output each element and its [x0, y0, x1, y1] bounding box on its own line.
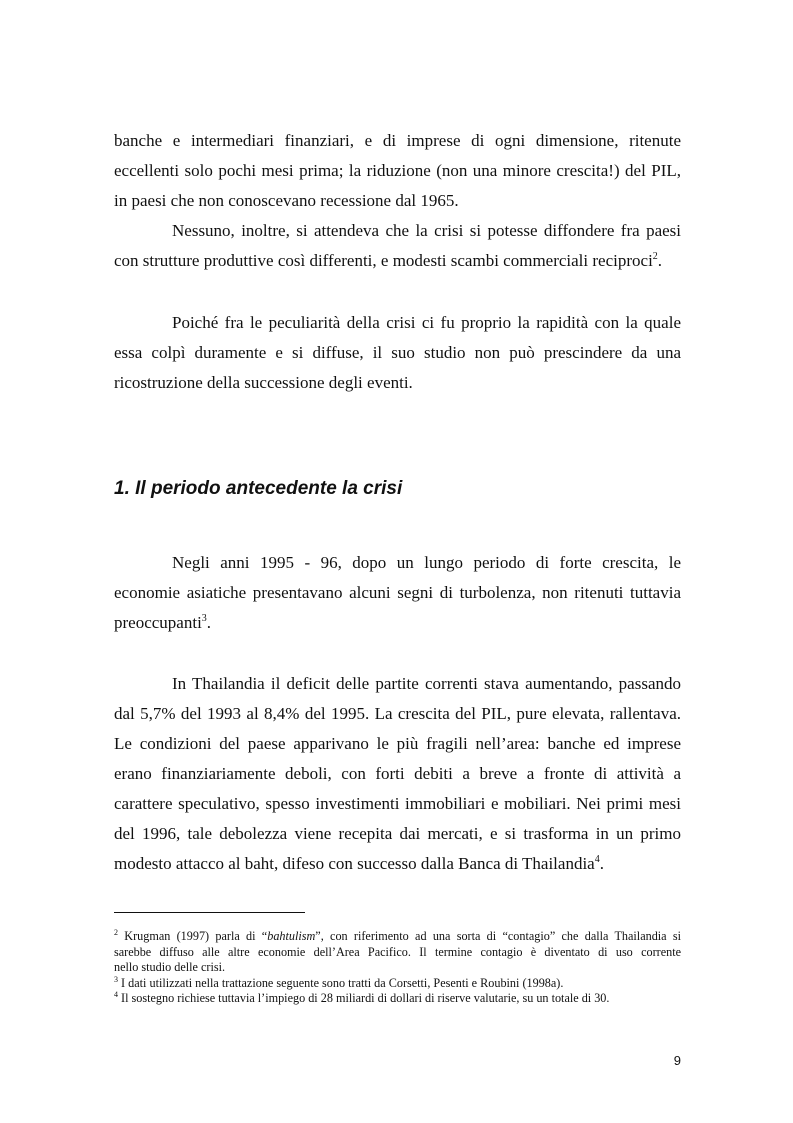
sentence-end: . [206, 613, 212, 632]
paragraph-thailandia [114, 669, 681, 879]
footnotes [114, 929, 681, 1007]
footnote-text: I dati utilizzati nella trattazione seguente sono tratti da Corsetti, Pesenti e Roubini (1998a). [121, 975, 564, 990]
footnote-number: 4 [114, 990, 118, 999]
text-line: Negli anni 1995 - 96, dopo un lungo periodo di forte crescita, le [172, 553, 681, 572]
text-line: In Thailandia il deficit delle partite correnti stava aumentando, passando [172, 674, 681, 693]
sentence-end: . [599, 854, 604, 873]
text-line: Le condizioni del paese apparivano le più fragili nell’area: banche ed imprese [114, 734, 681, 753]
text-line [114, 608, 681, 638]
text-line: in paesi che non conoscevano recessione dal 1965. [114, 191, 459, 210]
text-line: erano finanziariamente deboli, con forti debiti a breve a fronte di attività a [114, 764, 681, 783]
footnote-ref-4[interactable]: 4 [594, 854, 600, 865]
text-line: essa colpì duramente e si diffuse, il suo studio non può prescindere da una [114, 343, 681, 362]
text-line: del 1996, tale debolezza viene recepita dai mercati, e si trasforma in un primo [114, 824, 681, 843]
footnote-2-line: sarebbe diffuso alle altre economie dell’Area Pacifico. Il termine contagio è diventato di uso corrente [114, 944, 681, 959]
footnote-ref-3[interactable]: 3 [201, 613, 207, 624]
footnote-italic-term: bahtulism [267, 929, 316, 943]
footnote-number: 3 [114, 974, 118, 984]
text-line: Nessuno, inoltre, si attendeva che la crisi si potesse diffondere fra paesi [172, 221, 681, 240]
page-number: 9 [673, 1053, 681, 1068]
text-line-body: con strutture produttive così differenti, e modesti scambi commerciali reciproci [114, 251, 653, 270]
text-line: Poiché fra le peculiarità della crisi ci fu proprio la rapidità con la quale [172, 313, 681, 332]
text-line: dal 5,7% del 1993 al 8,4% del 1995. La crescita del PIL, pure elevata, rallentava. [114, 704, 681, 723]
text-line [114, 849, 681, 879]
footnote-text: ”, con riferimento ad una sorta di “contagio” che dalla Thailandia si [315, 929, 682, 943]
footnote-number: 2 [114, 928, 118, 937]
footnote-2 [114, 929, 681, 945]
footnote-text: Il sostegno richiese tuttavia l’impiego di 28 miliardi di dollari di riserve valutarie, su un totale di 30. [121, 991, 610, 1005]
footnote-2-line: nello studio delle crisi. [114, 960, 226, 974]
text-line: ricostruzione della successione degli eventi. [114, 373, 413, 392]
text-line: eccellenti solo pochi mesi prima; la riduzione (non una minore crescita!) del PIL, [114, 161, 681, 180]
text-line: carattere speculativo, spesso investimenti immobiliari e mobiliari. Nei primi mesi [114, 794, 681, 813]
footnote-4 [114, 991, 681, 1007]
text-line [114, 246, 681, 276]
paragraph-1995-96 [114, 548, 681, 638]
section-heading: 1. Il periodo antecedente la crisi [114, 478, 403, 499]
footnote-separator [114, 912, 305, 913]
paragraph-rapidity [114, 308, 681, 398]
paragraph-contagion [114, 216, 681, 276]
footnote-3 [114, 976, 681, 992]
text-line: banche e intermediari finanziari, e di imprese di ogni dimensione, ritenute [114, 131, 681, 150]
footnote-ref-2[interactable]: 2 [652, 251, 658, 262]
text-line-body: preoccupanti [114, 613, 202, 632]
sentence-end: . [657, 251, 663, 270]
text-line: economie asiatiche presentavano alcuni segni di turbolenza, non ritenuti tuttavia [114, 583, 681, 602]
footnote-text: Krugman (1997) parla di “ [124, 929, 268, 943]
document-page [114, 0, 681, 1123]
text-line-body: modesto attacco al baht, difeso con successo dalla Banca di Thailandia [114, 854, 595, 873]
paragraph-continuation [114, 126, 681, 216]
